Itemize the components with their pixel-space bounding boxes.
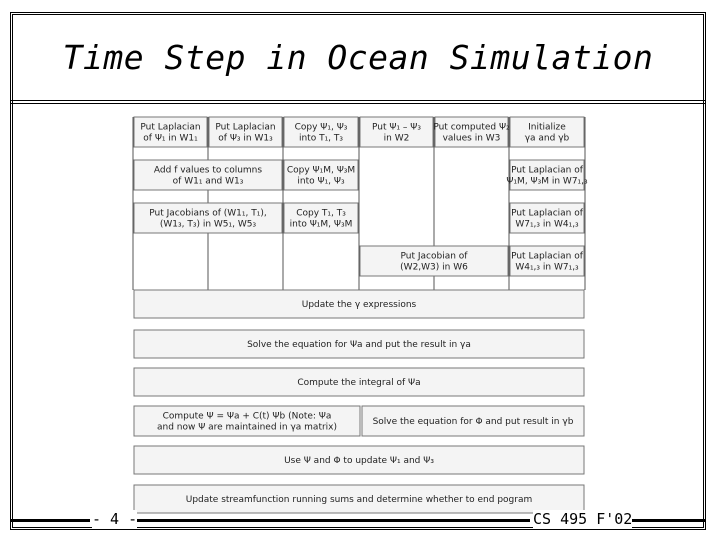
step-box-update-gamma xyxy=(134,290,584,318)
step-text: and now Ψ are maintained in γa matrix) xyxy=(156,422,338,433)
step-text: Put computed Ψ₂ xyxy=(433,122,510,133)
step-box-put-laplacian-psi3 xyxy=(209,117,282,147)
step-text: Update the γ expressions xyxy=(301,300,417,310)
step-box-use-psi-phi xyxy=(134,446,584,474)
course-label: CS 495 F'02 xyxy=(533,510,633,528)
step-text: of Ψ₃ in W1₃ xyxy=(218,133,273,144)
step-box-put-jacobians xyxy=(134,203,282,233)
step-box-initialize-gamma xyxy=(510,117,584,147)
step-text: Ψ₁M, Ψ₃M in W7₁,₃ xyxy=(506,176,588,187)
step-box-put-laplacian-psi1m xyxy=(506,160,588,190)
step-text: W4₁,₃ in W7₁,₃ xyxy=(515,262,579,273)
step-text: Compute Ψ = Ψa + C(t) Ψb (Note: Ψa xyxy=(162,411,332,422)
step-text: into Ψ₁, Ψ₃ xyxy=(297,176,345,187)
step-box-copy-psi1m-psi3m xyxy=(284,160,358,190)
step-text: W7₁,₃ in W4₁,₃ xyxy=(515,219,579,230)
step-text: of W1₁ and W1₃ xyxy=(172,176,244,187)
footer-rule-right xyxy=(622,519,706,522)
step-text: into Ψ₁M, Ψ₃M xyxy=(289,219,353,230)
step-text: Put Laplacian of xyxy=(511,165,583,176)
step-box-put-computed-psi2 xyxy=(433,117,510,147)
step-box-update-streamfunction xyxy=(134,485,584,513)
step-text: Add f values to columns xyxy=(153,165,263,176)
step-text: into T₁, T₃ xyxy=(298,133,344,144)
step-box-compute-integral xyxy=(134,368,584,396)
step-box-solve-phi xyxy=(362,406,584,436)
step-text: Update streamfunction running sums and determine whether to end pogram xyxy=(185,495,533,505)
step-text: (W1₃, T₃) in W5₁, W5₃ xyxy=(159,219,257,230)
step-text: Copy Ψ₁, Ψ₃ xyxy=(294,122,348,133)
step-box-solve-psi-a xyxy=(134,330,584,358)
slide-title: Time Step in Ocean Simulation xyxy=(62,38,654,77)
step-text: Compute the integral of Ψa xyxy=(297,378,421,388)
step-text: of Ψ₁ in W1₁ xyxy=(143,133,198,144)
step-text: (W2,W3) in W6 xyxy=(400,262,468,273)
step-text: Copy T₁, T₃ xyxy=(296,208,346,219)
step-text: Put Laplacian of xyxy=(511,251,583,262)
step-box-copy-t1-t3 xyxy=(284,203,358,233)
step-box-put-laplacian-w4 xyxy=(510,246,584,276)
step-text: Copy Ψ₁M, Ψ₃M xyxy=(286,165,356,176)
step-box-put-laplacian-w7 xyxy=(510,203,584,233)
step-text: in W2 xyxy=(383,133,410,144)
step-box-put-jacobian-w2-w3 xyxy=(360,246,508,276)
step-box-put-psi1-minus-psi3 xyxy=(360,117,433,147)
step-text: Put Laplacian xyxy=(215,122,276,133)
step-text: values in W3 xyxy=(442,133,501,144)
step-text: Solve the equation for Φ and put result in γb xyxy=(372,417,574,427)
step-text: Put Ψ₁ – Ψ₃ xyxy=(372,122,421,133)
step-box-put-laplacian-psi1 xyxy=(134,117,207,147)
step-box-copy-psi1-psi3 xyxy=(284,117,358,147)
step-box-compute-psi xyxy=(134,406,360,436)
step-text: Put Jacobians of (W1₁, T₁), xyxy=(149,208,267,219)
step-text: Initialize xyxy=(528,122,566,133)
step-text: Use Ψ and Φ to update Ψ₁ and Ψ₃ xyxy=(284,456,434,466)
step-text: Put Laplacian of xyxy=(511,208,583,219)
step-box-add-f-values xyxy=(134,160,282,190)
step-text: Solve the equation for Ψa and put the result in γa xyxy=(247,340,471,350)
footer-rule-middle xyxy=(128,519,530,522)
step-text: Put Jacobian of xyxy=(400,251,468,262)
page-number: - 4 - xyxy=(92,510,138,528)
footer-rule-left xyxy=(10,519,90,522)
step-text: γa and γb xyxy=(524,133,570,144)
step-text: Put Laplacian xyxy=(140,122,201,133)
